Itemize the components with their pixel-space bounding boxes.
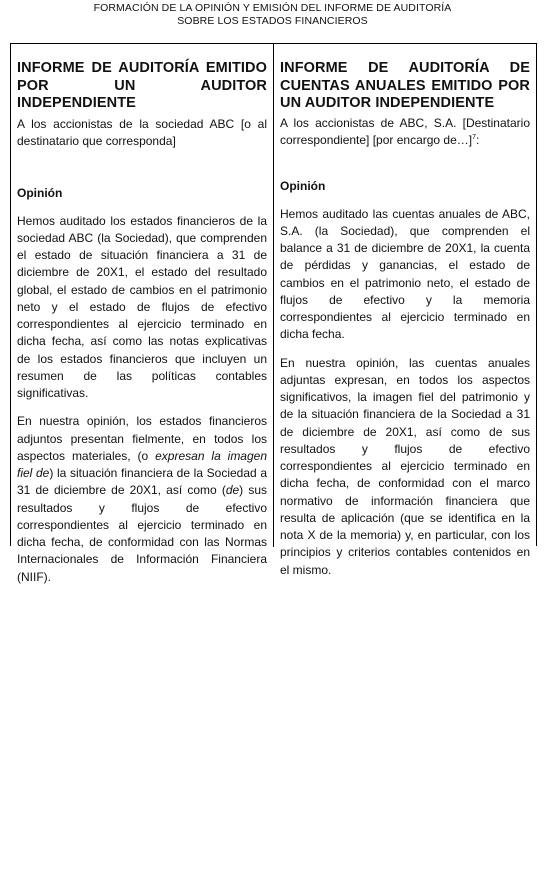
column-divider [273,44,274,547]
header-line-2: SOBRE LOS ESTADOS FINANCIEROS [177,14,368,27]
header-line-1: FORMACIÓN DE LA OPINIÓN Y EMISIÓN DEL INFORME DE AUDITORÍA [93,2,452,14]
comparison-table [10,43,537,584]
footnote-marker: 7 [472,134,477,141]
right-heading-opinion: Opinión [280,178,326,193]
right-recipient-text: A los accionistas de ABC, S.A. [Destinatario correspondiente] [por encargo de…] [280,115,530,147]
left-paragraph-2-part-c: ) sus resultados y flujos de efectivo correspondientes al ejercicio terminado en dicha fecha, de conformidad con las Normas Internacionales de Información Financiera (NIIF). [17,483,267,584]
left-heading-opinion: Opinión [17,185,63,200]
left-paragraph-2 [17,413,267,586]
left-paragraph-2-part-b: ) la situación financiera de la Sociedad a 31 de diciembre de 20X1, así como ( [17,466,267,498]
left-paragraph-1: Hemos auditado los estados financieros de la sociedad ABC (la Sociedad), que comprenden el estado de situación financiera a 31 de diciembre de 20X1, el estado del resultado global, el estado de cambios en el patrimonio neto y el estado de flujos de efectivo correspondientes al ejercicio terminado en dicha fecha, así como las notas explicativas de los estados financieros que incluyen un resumen de las políticas contables significativas. [17,213,267,400]
right-column [280,44,530,579]
left-paragraph-2-emphasis-2: de [225,483,240,498]
left-title: INFORME DE AUDITORÍA EMITIDO POR UN AUDITOR INDEPENDIENTE [17,60,267,111]
left-paragraph-2-part-a: En nuestra opinión, los estados financieros adjuntos presentan fielmente, en todos los aspectos materiales, (o [17,414,267,463]
left-column [17,44,267,586]
right-paragraph-2: En nuestra opinión, las cuentas anuales adjuntas expresan, en todos los aspectos significativos, la imagen fiel del patrimonio y de la situación financiera de la Sociedad a 31 de diciembre de 20X1, así como de sus resultados y flujos de efectivo correspondientes al ejercicio terminado en dicha fecha, de conformidad con el marco normativo de información financiera que resulta de aplicación (que se identifica en la nota X de la memoria) y, en particular, con los principios y criterios contables contenidos en el mismo. [280,355,530,577]
left-paragraph-2-emphasis-1: expresan la imagen fiel de [17,448,268,480]
page-header [0,2,545,27]
right-title: INFORME DE AUDITORÍA DE CUENTAS ANUALES EMITIDO POR UN AUDITOR INDEPENDIENTE [280,60,530,111]
right-paragraph-1: Hemos auditado las cuentas anuales de ABC, S.A. (la Sociedad), que comprenden el balance a 31 de diciembre de 20X1, la cuenta de pérdidas y ganancias, el estado de cambios en el patrimonio neto, el estado de flujos de efectivo y la memoria correspondientes al ejercicio terminado en dicha fecha. [280,206,530,342]
right-recipient [280,115,530,150]
left-recipient: A los accionistas de la sociedad ABC [o al destinatario que corresponda] [17,116,267,148]
right-recipient-end: : [476,133,480,147]
